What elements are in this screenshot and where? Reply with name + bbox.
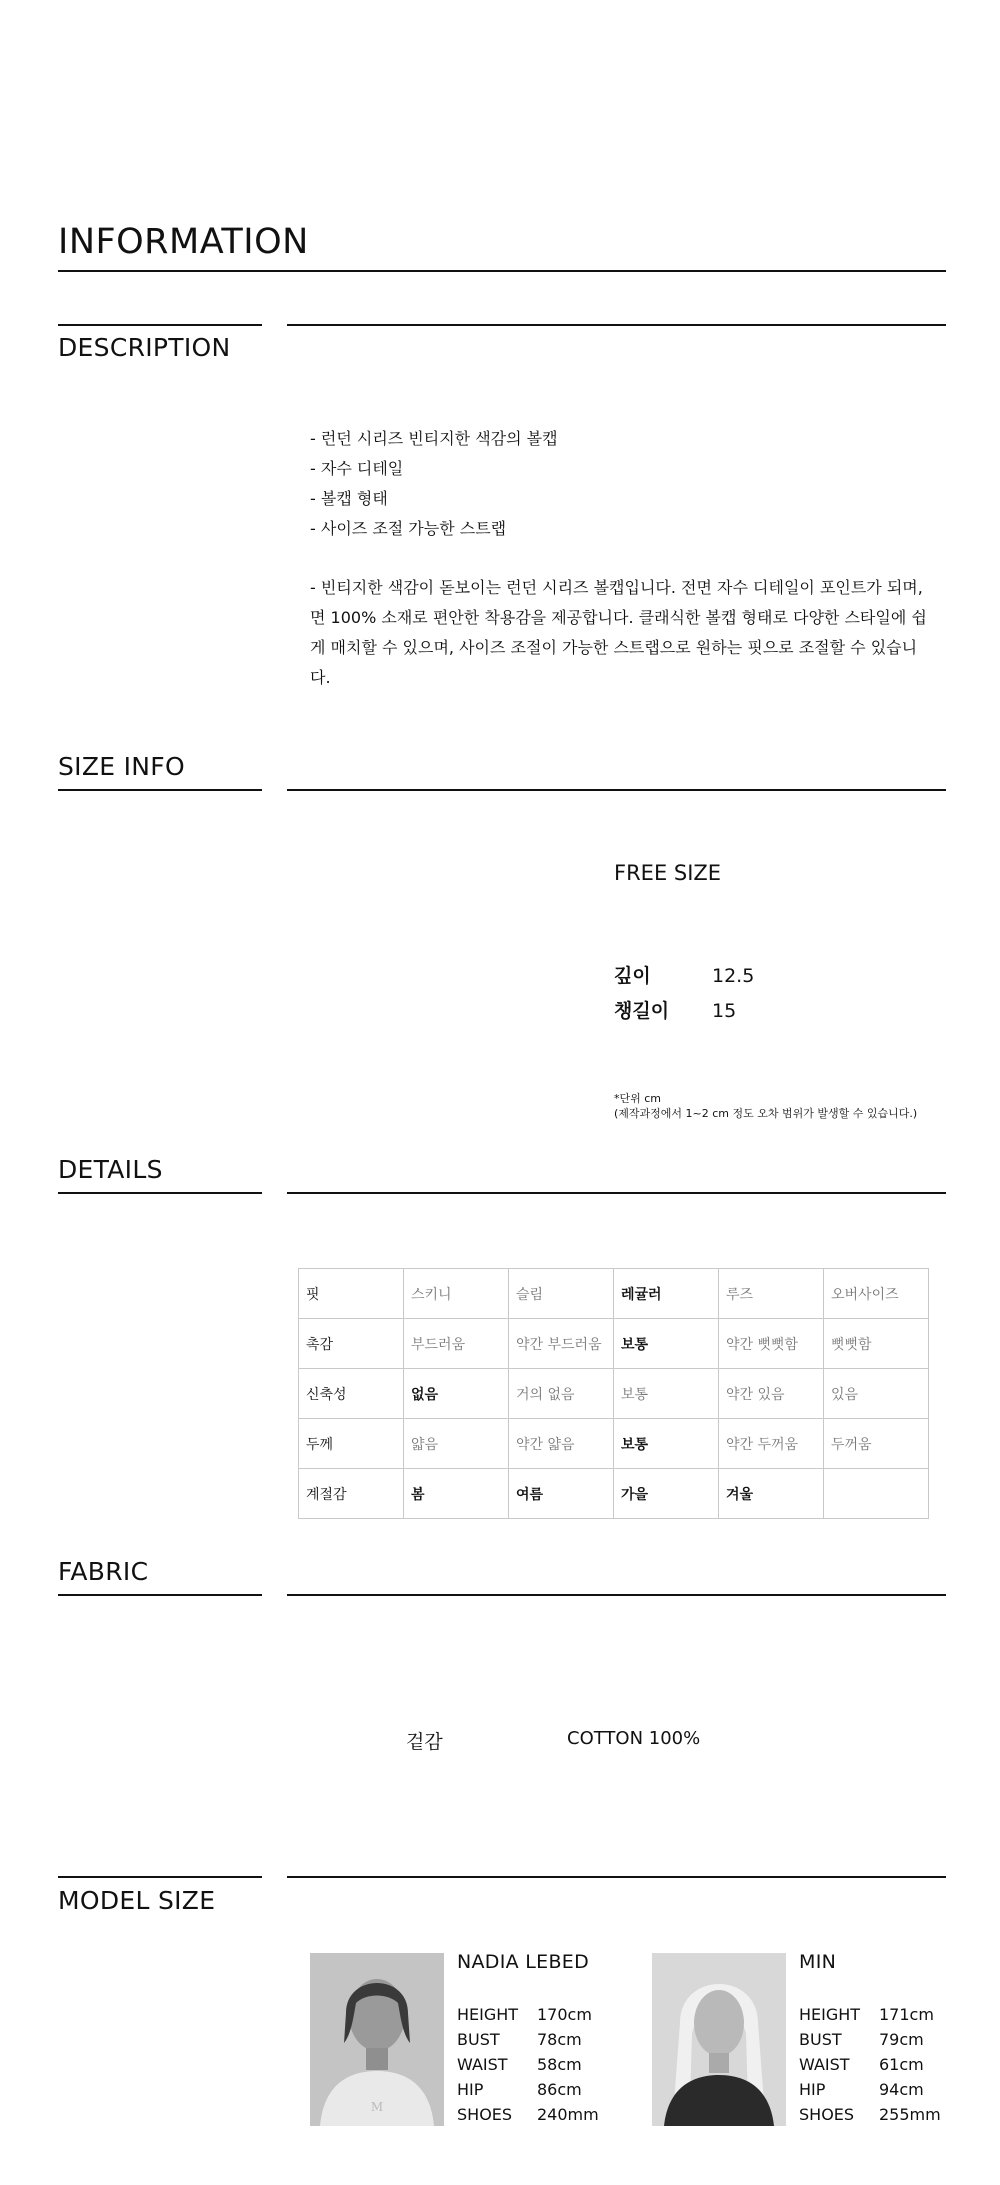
model-stat-hip: HIP 94cm (799, 2080, 924, 2099)
details-option: 루즈 (719, 1269, 824, 1319)
title-divider (58, 270, 946, 272)
details-option: 약간 뻣뻣함 (719, 1319, 824, 1369)
model-name: NADIA LEBED (457, 1951, 590, 1973)
model-photo (652, 1953, 786, 2126)
size-row-brim (614, 996, 736, 1023)
model-stat-height: HEIGHT 170cm (457, 2005, 592, 2024)
details-option: 부드러움 (404, 1319, 509, 1369)
svg-text:M: M (370, 2100, 384, 2114)
details-option: 겨울 (719, 1469, 824, 1519)
size-row-label: 챙길이 (614, 1000, 670, 1022)
model-stat-hip: HIP 86cm (457, 2080, 582, 2099)
size-note-unit: *단위 cm (614, 1092, 662, 1105)
description-bullet: - 볼캡 형태 (310, 489, 388, 508)
size-info-rule-left (58, 789, 262, 791)
details-option: 없음 (404, 1369, 509, 1419)
description-rule-right (287, 324, 946, 326)
description-bullet: - 자수 디테일 (310, 459, 404, 478)
details-table (298, 1268, 929, 1519)
details-option: 보통 (614, 1369, 719, 1419)
size-note (614, 1091, 917, 1121)
details-option: 뻣뻣함 (824, 1319, 929, 1369)
model-stat-waist: WAIST 58cm (457, 2055, 582, 2074)
model-stats (799, 2002, 941, 2127)
size-info-heading: SIZE INFO (58, 752, 185, 781)
size-row-value: 12.5 (712, 965, 755, 987)
details-option: 약간 부드러움 (509, 1319, 614, 1369)
page-title: INFORMATION (58, 222, 309, 262)
details-heading: DETAILS (58, 1155, 163, 1184)
details-option: 스키니 (404, 1269, 509, 1319)
details-option: 슬림 (509, 1269, 614, 1319)
details-row (299, 1319, 929, 1369)
details-row-label: 촉감 (299, 1319, 404, 1369)
model-size-rule-right (287, 1876, 946, 1878)
fabric-rule-left (58, 1594, 262, 1596)
description-paragraph: - 빈티지한 색감이 돋보이는 런던 시리즈 볼캡입니다. 전면 자수 디테일이 포인트가 되며, 면 100% 소재로 편안한 착용감을 제공합니다. 클래식한 볼캡 형태로 다양한 스타일에 쉽게 매치할 수 있으며, 사이즈 조절이 가능한 스트랩으로 원하는 핏으로 조절할 수 있습니다. (310, 578, 927, 687)
description-bullet: - 사이즈 조절 가능한 스트랩 (310, 519, 507, 538)
details-row-label: 신축성 (299, 1369, 404, 1419)
details-option: 약간 있음 (719, 1369, 824, 1419)
model-stat-height: HEIGHT 171cm (799, 2005, 934, 2024)
model-name: MIN (799, 1951, 837, 1973)
model-portrait-icon (652, 1953, 786, 2126)
details-option: 약간 얇음 (509, 1419, 614, 1469)
description-bullets (310, 424, 558, 544)
details-option: 거의 없음 (509, 1369, 614, 1419)
fabric-heading: FABRIC (58, 1557, 149, 1586)
details-option: 약간 두꺼움 (719, 1419, 824, 1469)
size-row-depth (614, 961, 754, 988)
details-option: 보통 (614, 1419, 719, 1469)
details-row-label: 핏 (299, 1269, 404, 1319)
details-option: 두꺼움 (824, 1419, 929, 1469)
details-option: 오버사이즈 (824, 1269, 929, 1319)
size-info-rule-right (287, 789, 946, 791)
details-option (824, 1469, 929, 1519)
description-bullet: - 런던 시리즈 빈티지한 색감의 볼캡 (310, 429, 558, 448)
model-size-rule-left (58, 1876, 262, 1878)
details-rule-left (58, 1192, 262, 1194)
details-row (299, 1269, 929, 1319)
details-option: 얇음 (404, 1419, 509, 1469)
model-stat-bust: BUST 79cm (799, 2030, 924, 2049)
details-row-label: 계절감 (299, 1469, 404, 1519)
description-rule-left (58, 324, 262, 326)
model-stat-bust: BUST 78cm (457, 2030, 582, 2049)
model-stat-shoes: SHOES 240mm (457, 2105, 599, 2124)
details-rule-right (287, 1192, 946, 1194)
details-option: 보통 (614, 1319, 719, 1369)
model-portrait-icon (310, 1953, 444, 2126)
description-heading: DESCRIPTION (58, 333, 231, 362)
details-row (299, 1419, 929, 1469)
model-stat-shoes: SHOES 255mm (799, 2105, 941, 2124)
details-row (299, 1369, 929, 1419)
fabric-value: COTTON 100% (567, 1728, 701, 1749)
fabric-label: 겉감 (406, 1731, 443, 1753)
details-option: 레귤러 (614, 1269, 719, 1319)
size-row-label: 깊이 (614, 965, 651, 987)
details-option: 있음 (824, 1369, 929, 1419)
model-stats (457, 2002, 599, 2127)
model-photo (310, 1953, 444, 2126)
size-row-value: 15 (712, 1000, 737, 1022)
size-label: FREE SIZE (614, 861, 722, 885)
details-option: 봄 (404, 1469, 509, 1519)
model-stat-waist: WAIST 61cm (799, 2055, 924, 2074)
details-option: 여름 (509, 1469, 614, 1519)
fabric-rule-right (287, 1594, 946, 1596)
model-size-heading: MODEL SIZE (58, 1886, 216, 1915)
details-row-label: 두께 (299, 1419, 404, 1469)
size-note-tolerance: (제작과정에서 1~2 cm 정도 오차 범위가 발생할 수 있습니다.) (614, 1107, 918, 1120)
details-option: 가을 (614, 1469, 719, 1519)
details-row (299, 1469, 929, 1519)
